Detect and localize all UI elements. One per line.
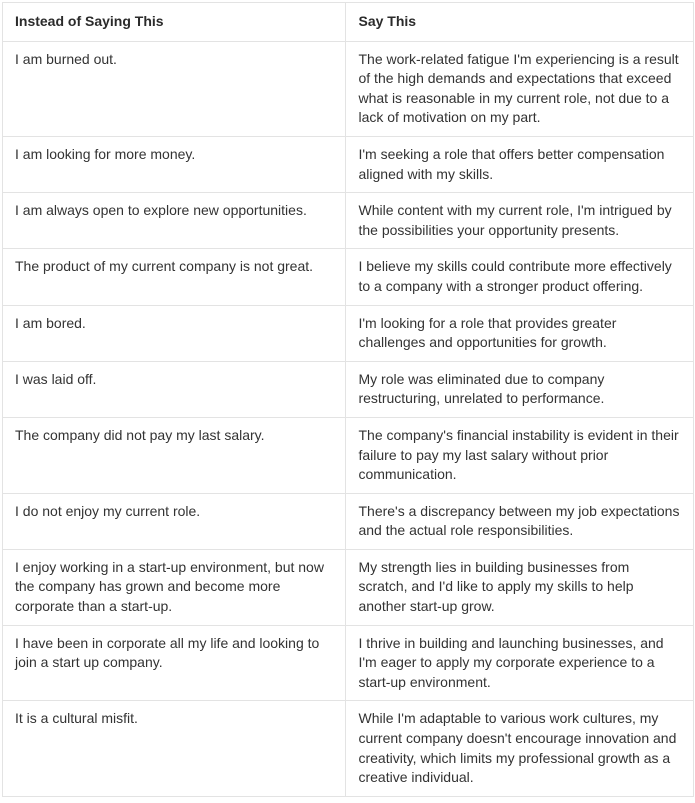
table-row xyxy=(3,193,693,249)
table-row xyxy=(3,417,693,493)
cell-instead: The company did not pay my last salary. xyxy=(3,417,346,493)
table-row xyxy=(3,625,693,701)
table-row xyxy=(3,493,693,549)
cell-say: While I'm adaptable to various work cultures, my current company doesn't encourage innovation and creativity, which limits my professional growth as a creative individual. xyxy=(358,710,677,786)
cell-instead: I am looking for more money. xyxy=(3,136,346,192)
table-body xyxy=(3,41,693,796)
cell-say: My strength lies in building businesses from scratch, and I'd like to apply my skills to help another start-up grow. xyxy=(346,549,693,625)
table-header xyxy=(3,3,693,41)
cell-instead: I am burned out. xyxy=(3,41,346,136)
cell-instead: I am bored. xyxy=(3,305,346,361)
phrase-table xyxy=(3,3,693,796)
table-row xyxy=(3,549,693,625)
cell-say: I thrive in building and launching businesses, and I'm eager to apply my corporate experience to a start-up environment. xyxy=(346,625,693,701)
header-say: Say This xyxy=(346,3,693,41)
table-row xyxy=(3,305,693,361)
cell-instead: I was laid off. xyxy=(3,361,346,417)
cell-say: The work-related fatigue I'm experiencing is a result of the high demands and expectations that exceed what is reasonable in my current role, not due to a lack of motivation on my part. xyxy=(346,41,693,136)
cell-say: I'm looking for a role that provides greater challenges and opportunities for growth. xyxy=(346,305,693,361)
table-row xyxy=(3,361,693,417)
header-instead: Instead of Saying This xyxy=(3,3,346,41)
cell-say: The company's financial instability is evident in their failure to pay my last salary without prior communication. xyxy=(346,417,693,493)
table-row xyxy=(3,701,693,796)
cell-say: My role was eliminated due to company restructuring, unrelated to performance. xyxy=(346,361,693,417)
cell-instead: It is a cultural misfit. xyxy=(3,701,346,796)
cell-instead: The product of my current company is not great. xyxy=(3,249,346,305)
cell-say: There's a discrepancy between my job expectations and the actual role responsibilities. xyxy=(346,493,693,549)
cell-instead: I have been in corporate all my life and looking to join a start up company. xyxy=(3,625,346,701)
header-row xyxy=(3,3,693,41)
table-row xyxy=(3,249,693,305)
table-row xyxy=(3,41,693,136)
cell-instead: I do not enjoy my current role. xyxy=(3,493,346,549)
cell-say: I believe my skills could contribute more effectively to a company with a stronger product offering. xyxy=(346,249,693,305)
cell-say: While content with my current role, I'm intrigued by the possibilities your opportunity presents. xyxy=(346,193,693,249)
cell-instead: I am always open to explore new opportunities. xyxy=(3,193,346,249)
cell-say: I'm seeking a role that offers better compensation aligned with my skills. xyxy=(346,136,693,192)
table-row xyxy=(3,136,693,192)
phrase-table-container xyxy=(2,2,694,797)
cell-instead: I enjoy working in a start-up environment, but now the company has grown and become more corporate than a start-up. xyxy=(3,549,346,625)
